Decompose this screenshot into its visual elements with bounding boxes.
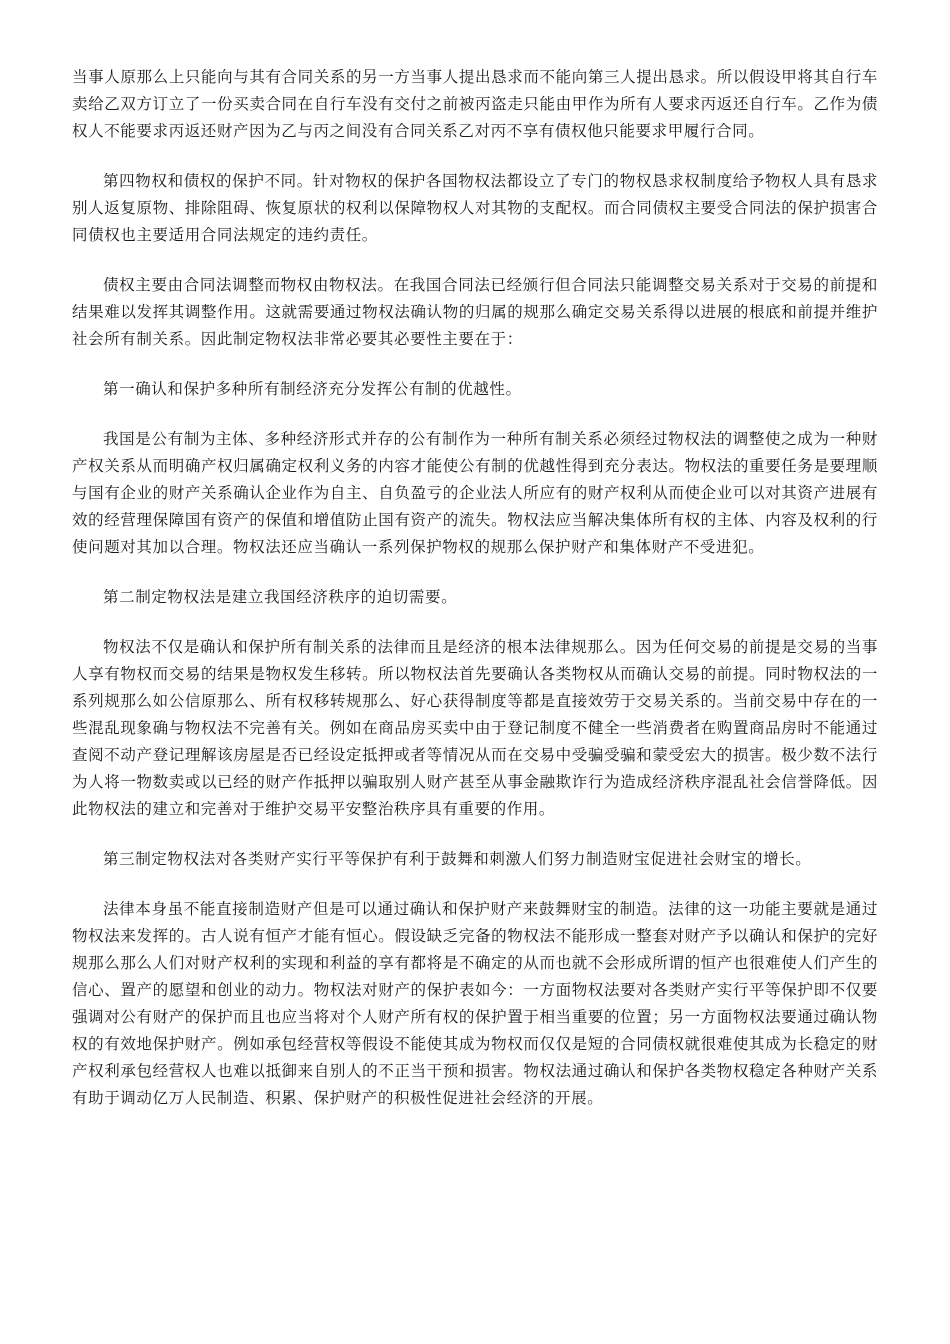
- heading-point-one: 第一确认和保护多种所有制经济充分发挥公有制的优越性。: [103, 380, 522, 398]
- heading-point-two: 第二制定物权法是建立我国经济秩序的迫切需要。: [103, 588, 458, 606]
- heading-point-three: 第三制定物权法对各类财产实行平等保护有利于鼓舞和刺激人们努力制造财宝促进社会财宝的增长。: [103, 850, 812, 868]
- paragraph-necessity-of-property-law: 债权主要由合同法调整而物权由物权法。在我国合同法已经颁行但合同法只能调整交易关系对于交易的前提和结果难以发挥其调整作用。这就需要通过物权法确认物的归属的规那么确定交易关系得以进展的根底和前提并维护社会所有制关系。因此制定物权法非常必要其必要性主要在于：: [72, 276, 878, 348]
- paragraph-continuation: 当事人原那么上只能向与其有合同关系的另一方当事人提出恳求而不能向第三人提出恳求。所以假设甲将其自行车卖给乙双方订立了一份买卖合同在自行车没有交付之前被丙盗走只能由甲作为所有人要求丙返还自行车。乙作为债权人不能要求丙返还财产因为乙与丙之间没有合同关系乙对丙不享有债权他只能要求甲履行合同。: [72, 68, 878, 140]
- paragraph-wealth-creation: 法律本身虽不能直接制造财产但是可以通过确认和保护财产来鼓舞财宝的制造。法律的这一功能主要就是通过物权法来发挥的。古人说有恒产才能有恒心。假设缺乏完备的物权法不能形成一整套对财产予以确认和保护的完好规那么那么人们对财产权利的实现和利益的享有都将是不确定的从而也就不会形成所谓的恒产也很难使人们产生的信心、置产的愿望和创业的动力。物权法对财产的保护表如今：一方面物权法要对各类财产实行平等保护即不仅要强调对公有财产的保护而且也应当将对个人财产所有权的保护置于相当重要的位置；另一方面物权法要通过确认物权的有效地保护财产。例如承包经营权等假设不能使其成为物权而仅仅是短的合同债权就很难使其成为长稳定的财产权利承包经营权人也难以抵御来自别人的不正当干预和损害。物权法通过确认和保护各类物权稳定各种财产关系有助于调动亿万人民制造、积累、保护财产的积极性促进社会经济的开展。: [72, 900, 878, 1107]
- paragraph-economic-order: 物权法不仅是确认和保护所有制关系的法律而且是经济的根本法律规那么。因为任何交易的前提是交易的当事人享有物权而交易的结果是物权发生移转。所以物权法首先要确认各类物权从而确认交易的前提。同时物权法的一系列规那么如公信原那么、所有权移转规那么、好心获得制度等都是直接效劳于交易关系的。当前交易中存在的一些混乱现象确与物权法不完善有关。例如在商品房买卖中由于登记制度不健全一些消费者在购置商品房时不能通过查阅不动产登记理解该房屋是否已经设定抵押或者等情况从而在交易中受骗受骗和蒙受宏大的损害。极少数不法行为人将一物数卖或以已经的财产作抵押以骗取别人财产甚至从事金融欺诈行为造成经济秩序混乱社会信誉降低。因此物权法的建立和完善对于维护交易平安整治秩序具有重要的作用。: [72, 638, 878, 818]
- document-page: [72, 64, 878, 1135]
- paragraph-property-vs-creditor-protection: 第四物权和债权的保护不同。针对物权的保护各国物权法都设立了专门的物权恳求权制度给予物权人具有恳求别人返复原物、排除阻碍、恢复原状的权利以保障物权人对其物的支配权。而合同债权主要受合同法的保护损害合同债权也主要适用合同法规定的违约责任。: [72, 172, 878, 244]
- paragraph-public-ownership: 我国是公有制为主体、多种经济形式并存的公有制作为一种所有制关系必须经过物权法的调整使之成为一种财产权关系从而明确产权归属确定权利义务的内容才能使公有制的优越性得到充分表达。物权法的重要任务是要理顺与国有企业的财产关系确认企业作为自主、自负盈亏的企业法人所应有的财产权利从而使企业可以对其资产进展有效的经营理保障国有资产的保值和增值防止国有资产的流失。物权法应当解决集体所有权的主体、内容及权利的行使问题对其加以合理。物权法还应当确认一系列保护物权的规那么保护财产和集体财产不受进犯。: [72, 430, 878, 556]
